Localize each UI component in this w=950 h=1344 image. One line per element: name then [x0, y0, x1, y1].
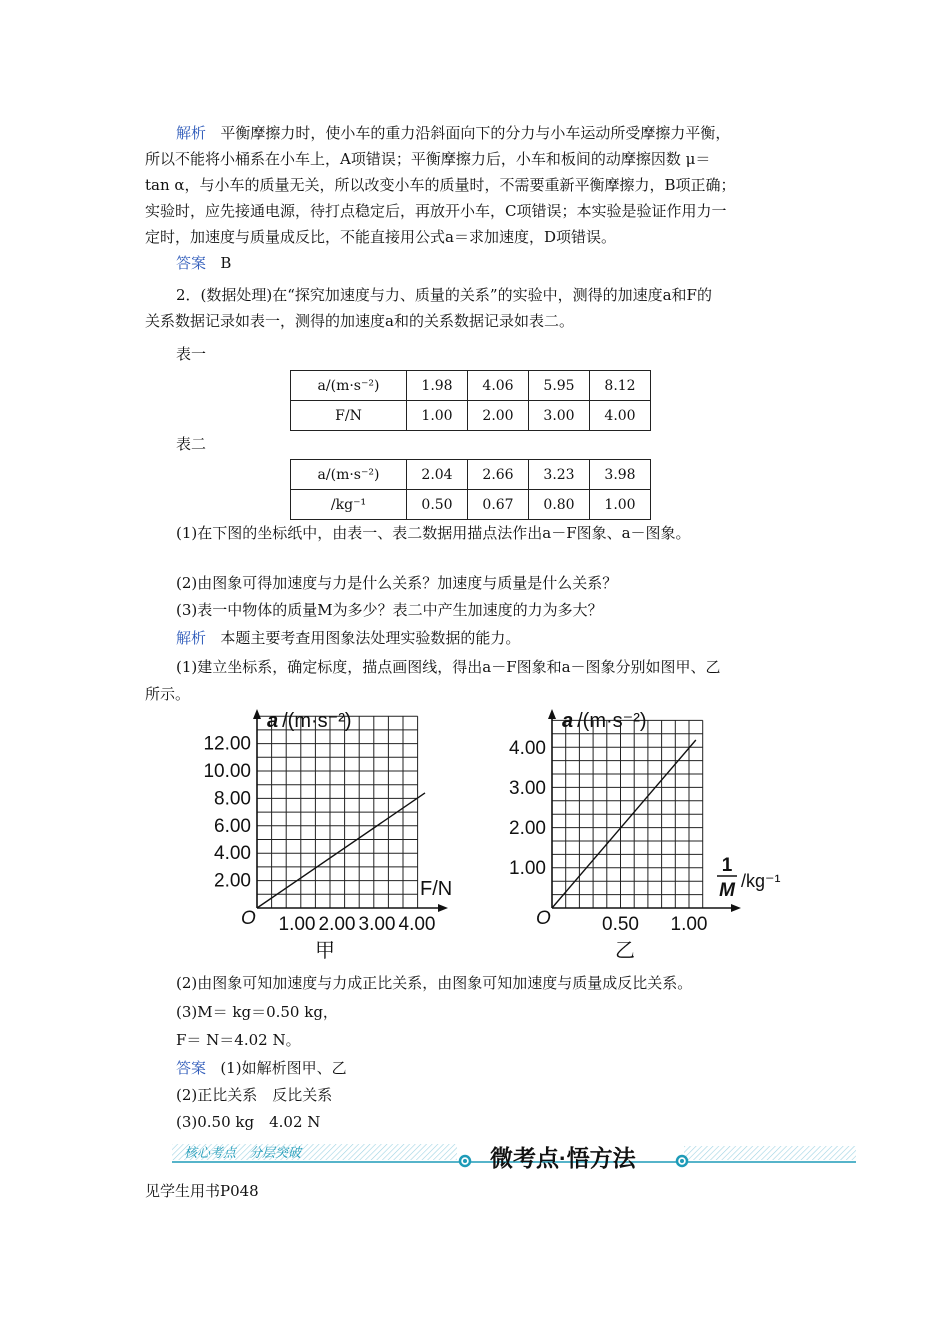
y-tick-label: 12.00	[203, 733, 251, 755]
table-header-cell: a/(m·s⁻²)	[291, 371, 407, 401]
table-row	[291, 460, 651, 490]
answer-label: 答案	[176, 1059, 207, 1077]
analysis-line-5: 定时，加速度与质量成反比，不能直接用公式a＝求加速度，D项错误。	[145, 228, 616, 246]
x-axis-label-numerator: 1	[721, 855, 733, 876]
y-axis-label: a /(m·s⁻²)	[562, 710, 647, 732]
table-cell: 1.00	[590, 490, 651, 520]
table-cell: 4.00	[590, 401, 651, 431]
question-2-sub-2: (2)由图象可得加速度与力是什么关系？加速度与质量是什么关系？	[176, 574, 618, 592]
table-cell: 1.98	[407, 371, 468, 401]
question-2-line-1: 2．(数据处理)在“探究加速度与力、质量的关系”的实验中，测得的加速度a和F的	[176, 286, 712, 304]
table-cell: 0.67	[468, 490, 529, 520]
answer-2-line-3: (3)0.50 kg 4.02 N	[176, 1113, 321, 1131]
x-tick-label: 1.00	[670, 914, 708, 935]
chart-axes	[253, 709, 448, 912]
y-tick-label: 4.00	[509, 738, 546, 759]
table-cell: 8.12	[590, 371, 651, 401]
table-1	[290, 370, 651, 431]
x-tick-label: 1.00	[278, 914, 316, 935]
table-1-caption: 表一	[176, 345, 207, 363]
chart-labels	[203, 710, 452, 962]
analysis-paragraph-line: 解析 平衡摩擦力时，使小车的重力沿斜面向下的分力与小车运动所受摩擦力平衡，	[176, 124, 731, 142]
chart-a-vs-inverse-m	[495, 705, 795, 965]
x-tick-label: 3.00	[358, 914, 396, 935]
table-cell: 0.80	[529, 490, 590, 520]
table-cell: 3.98	[590, 460, 651, 490]
x-axis-label-unit: /kg⁻¹	[741, 871, 781, 891]
y-axis-label: a /(m·s⁻²)	[267, 710, 352, 732]
answer-2-line-1: 答案 (1)如解析图甲、乙	[176, 1059, 347, 1077]
y-tick-label: 2.00	[509, 818, 546, 839]
x-axis-label-denominator: M	[719, 880, 735, 901]
x-axis-arrow-icon	[731, 904, 741, 912]
chart-title: 乙	[615, 940, 635, 962]
chart-a-vs-f	[190, 705, 460, 965]
table-row	[291, 490, 651, 520]
y-tick-label: 2.00	[214, 870, 251, 892]
table-2-caption: 表二	[176, 435, 207, 453]
analysis-2-step-3a: (3)M＝ kg＝0.50 kg，	[176, 1003, 338, 1021]
chart-labels	[509, 710, 781, 962]
analysis-2-step-3b: F＝ N＝4.02 N。	[176, 1031, 301, 1049]
y-tick-label: 8.00	[214, 788, 251, 810]
answer-value: B	[220, 254, 232, 272]
series-line	[552, 740, 696, 908]
table-2	[290, 459, 651, 520]
table-cell: 5.95	[529, 371, 590, 401]
chart-title: 甲	[315, 940, 335, 962]
footer-reference: 见学生用书P048	[145, 1182, 259, 1200]
table-header-cell: a/(m·s⁻²)	[291, 460, 407, 490]
x-axis-label: F/N	[420, 878, 453, 900]
section-banner	[172, 1138, 856, 1174]
table-cell: 0.50	[407, 490, 468, 520]
banner-hatch-right	[684, 1146, 856, 1160]
analysis-2-intro: 解析 本题主要考查用图象法处理实验数据的能力。	[176, 629, 521, 647]
table-row	[291, 371, 651, 401]
answer-line-1	[176, 253, 231, 273]
y-tick-label: 3.00	[509, 778, 546, 799]
table-cell: 4.06	[468, 371, 529, 401]
analysis-line-3: tan α，与小车的质量无关，所以改变小车的质量时，不需要重新平衡摩擦力，B项正确；	[145, 176, 736, 194]
y-tick-label: 10.00	[203, 761, 251, 782]
analysis-2-step-1: (1)建立坐标系，确定标度，描点画图线，得出a－F图象和a－图象分别如图甲、乙	[176, 658, 721, 676]
table-cell: 2.04	[407, 460, 468, 490]
chart-series	[257, 793, 425, 908]
table-cell: 3.00	[529, 401, 590, 431]
analysis-line-2: 所以不能将小桶系在小车上，A项错误；平衡摩擦力后，小车和板间的动摩擦因数 μ＝	[145, 150, 711, 168]
origin-label: O	[536, 908, 551, 929]
analysis-label: 解析	[176, 629, 207, 647]
series-line	[257, 793, 425, 908]
analysis-line-4: 实验时，应先接通电源，待打点稳定后，再放开小车，C项错误；本实验是验证作用力一	[145, 202, 727, 220]
table-header-cell: /kg⁻¹	[291, 490, 407, 520]
question-2-line-2: 关系数据记录如表一，测得的加速度a和的关系数据记录如表二。	[145, 312, 574, 330]
question-2-sub-1: (1)在下图的坐标纸中，由表一、表二数据用描点法作出a－F图象、a－图象。	[176, 524, 691, 542]
answer-2-line-2: (2)正比关系 反比关系	[176, 1086, 333, 1104]
y-tick-label: 4.00	[214, 843, 251, 865]
origin-label: O	[241, 908, 256, 929]
y-tick-label: 6.00	[214, 815, 251, 837]
y-axis-arrow-icon	[253, 709, 261, 719]
banner-title: 微考点·悟方法	[490, 1145, 636, 1171]
table-cell: 3.23	[529, 460, 590, 490]
analysis-2-step-2: (2)由图象可知加速度与力成正比关系，由图象可知加速度与质量成反比关系。	[176, 974, 693, 992]
table-header-cell: F/N	[291, 401, 407, 431]
table-cell: 1.00	[407, 401, 468, 431]
table-cell: 2.00	[468, 401, 529, 431]
answer-label: 答案	[176, 254, 207, 272]
y-axis-arrow-icon	[548, 709, 556, 719]
x-tick-label: 4.00	[398, 914, 436, 935]
banner-left-text: 核心考点 分层突破	[184, 1145, 302, 1160]
chart-grid	[257, 716, 418, 908]
x-tick-label: 2.00	[318, 914, 356, 935]
y-tick-label: 1.00	[509, 858, 546, 879]
analysis-2-step-1-cont: 所示。	[145, 685, 191, 703]
x-tick-label: 0.50	[602, 914, 639, 935]
table-row	[291, 401, 651, 431]
chart-series	[552, 740, 696, 908]
question-2-sub-3: (3)表一中物体的质量M为多少？表二中产生加速度的力为多大？	[176, 601, 603, 619]
x-axis-arrow-icon	[438, 904, 448, 912]
analysis-label: 解析	[176, 124, 207, 142]
chart-grid	[552, 720, 703, 908]
table-cell: 2.66	[468, 460, 529, 490]
